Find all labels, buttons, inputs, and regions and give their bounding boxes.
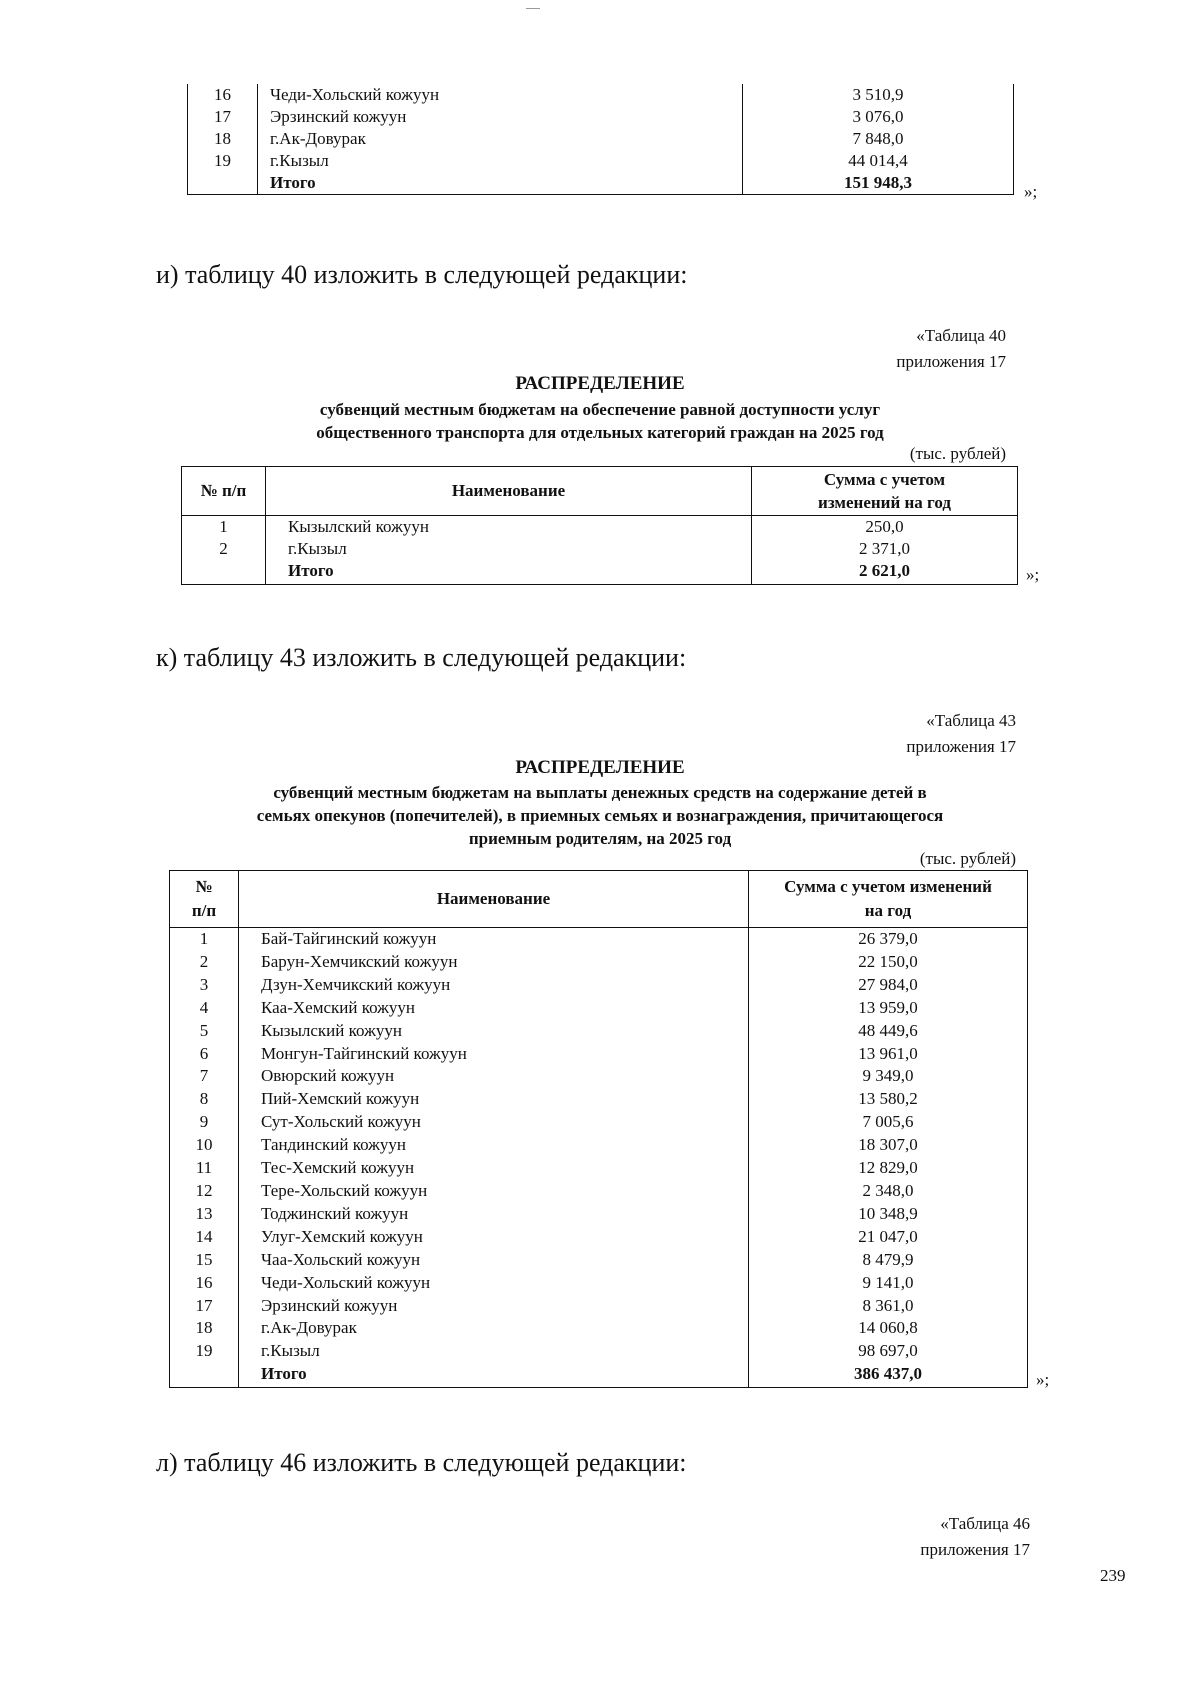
row-name: Дзун-Хемчикский кожуун bbox=[239, 974, 749, 997]
row-name: г.Ак-Довурак bbox=[239, 1317, 749, 1340]
table-43 bbox=[169, 870, 1028, 1388]
total-label: Итого bbox=[239, 1363, 749, 1388]
row-number: 10 bbox=[170, 1134, 239, 1157]
row-value: 250,0 bbox=[752, 516, 1018, 539]
row-value: 48 449,6 bbox=[749, 1020, 1028, 1043]
row-name: Овюрский кожуун bbox=[239, 1065, 749, 1088]
row-name: Тере-Хольский кожуун bbox=[239, 1180, 749, 1203]
row-name: Барун-Хемчикский кожуун bbox=[239, 951, 749, 974]
table-row bbox=[170, 1111, 1028, 1134]
table-row bbox=[170, 1043, 1028, 1066]
table-ref-line1: «Таблица 40 bbox=[916, 326, 1006, 345]
row-name: Пий-Хемский кожуун bbox=[239, 1088, 749, 1111]
table-row bbox=[170, 1157, 1028, 1180]
row-value: 9 141,0 bbox=[749, 1272, 1028, 1295]
row-name: Эрзинский кожуун bbox=[258, 106, 743, 128]
row-name: Кызылский кожуун bbox=[239, 1020, 749, 1043]
row-name: Кызылский кожуун bbox=[266, 516, 752, 539]
row-value: 18 307,0 bbox=[749, 1134, 1028, 1157]
table-row bbox=[170, 1203, 1028, 1226]
subtitle-line1: субвенций местным бюджетам на обеспечение равной доступности услуг bbox=[319, 400, 881, 419]
row-value: 7 848,0 bbox=[743, 128, 1014, 150]
row-name: Монгун-Тайгинский кожуун bbox=[239, 1043, 749, 1066]
row-value: 10 348,9 bbox=[749, 1203, 1028, 1226]
row-number: 17 bbox=[188, 106, 258, 128]
row-value: 22 150,0 bbox=[749, 951, 1028, 974]
row-value: 13 580,2 bbox=[749, 1088, 1028, 1111]
subtitle-line3: приемным родителям, на 2025 год bbox=[468, 829, 732, 848]
table-40-title: РАСПРЕДЕЛЕНИЕ bbox=[515, 373, 685, 394]
section-heading-i: и) таблицу 40 изложить в следующей редакции: bbox=[156, 260, 688, 289]
table-43-ref bbox=[770, 708, 1016, 760]
table-row-total bbox=[188, 172, 1014, 195]
table-40-ref bbox=[760, 323, 1006, 375]
row-name: г.Кызыл bbox=[258, 150, 743, 172]
row-number: 18 bbox=[188, 128, 258, 150]
row-name: Улуг-Хемский кожуун bbox=[239, 1226, 749, 1249]
total-value: 151 948,3 bbox=[743, 172, 1014, 195]
close-quote: »; bbox=[1024, 182, 1038, 201]
table-40-subtitle bbox=[180, 398, 1020, 444]
table-row-total bbox=[170, 1363, 1028, 1388]
row-number: 16 bbox=[188, 84, 258, 106]
row-name: Чаа-Хольский кожуун bbox=[239, 1249, 749, 1272]
table-43-title: РАСПРЕДЕЛЕНИЕ bbox=[515, 757, 685, 778]
page-number: 239 bbox=[1100, 1566, 1126, 1585]
table-row bbox=[170, 1226, 1028, 1249]
section-heading-l: л) таблицу 46 изложить в следующей редакции: bbox=[156, 1448, 687, 1477]
table-row bbox=[170, 997, 1028, 1020]
row-name: Эрзинский кожуун bbox=[239, 1295, 749, 1318]
table-row bbox=[170, 1272, 1028, 1295]
row-value: 98 697,0 bbox=[749, 1340, 1028, 1363]
row-value: 8 479,9 bbox=[749, 1249, 1028, 1272]
row-name: г.Ак-Довурак bbox=[258, 128, 743, 150]
row-name: Чеди-Хольский кожуун bbox=[258, 84, 743, 106]
total-value: 2 621,0 bbox=[752, 560, 1018, 585]
subtitle-line2: семьях опекунов (попечителей), в приемных семьях и вознаграждения, причитающегося bbox=[256, 806, 944, 825]
row-value: 26 379,0 bbox=[749, 928, 1028, 951]
row-value: 2 371,0 bbox=[752, 538, 1018, 560]
row-number: 13 bbox=[170, 1203, 239, 1226]
row-number: 1 bbox=[170, 928, 239, 951]
table-row bbox=[188, 128, 1014, 150]
row-value: 2 348,0 bbox=[749, 1180, 1028, 1203]
row-number: 5 bbox=[170, 1020, 239, 1043]
units-label: (тыс. рублей) bbox=[919, 849, 1016, 868]
row-value: 8 361,0 bbox=[749, 1295, 1028, 1318]
table-ref-line1: «Таблица 43 bbox=[926, 711, 1016, 730]
table-row bbox=[188, 106, 1014, 128]
row-number: 17 bbox=[170, 1295, 239, 1318]
units-label: (тыс. рублей) bbox=[909, 444, 1006, 463]
row-name: Тоджинский кожуун bbox=[239, 1203, 749, 1226]
row-number: 9 bbox=[170, 1111, 239, 1134]
row-number: 12 bbox=[170, 1180, 239, 1203]
table-46-ref bbox=[784, 1511, 1030, 1563]
table-row bbox=[170, 928, 1028, 951]
table-row bbox=[170, 1295, 1028, 1318]
row-name: Каа-Хемский кожуун bbox=[239, 997, 749, 1020]
row-name: Тес-Хемский кожуун bbox=[239, 1157, 749, 1180]
row-number: 18 bbox=[170, 1317, 239, 1340]
table-row bbox=[182, 538, 1018, 560]
row-number: 19 bbox=[170, 1340, 239, 1363]
row-name: Бай-Тайгинский кожуун bbox=[239, 928, 749, 951]
row-number: 16 bbox=[170, 1272, 239, 1295]
row-value: 3 510,9 bbox=[743, 84, 1014, 106]
row-value: 13 959,0 bbox=[749, 997, 1028, 1020]
table-row bbox=[170, 1065, 1028, 1088]
scan-mark bbox=[526, 2, 540, 9]
table-row bbox=[170, 974, 1028, 997]
close-quote: »; bbox=[1026, 565, 1040, 584]
table-ref-line2: приложения 17 bbox=[906, 737, 1016, 756]
col-num-header: № п/п bbox=[170, 871, 239, 928]
col-sum-header: Сумма с учетом изменений на год bbox=[749, 871, 1028, 928]
row-number: 1 bbox=[182, 516, 266, 539]
row-number: 4 bbox=[170, 997, 239, 1020]
total-label: Итого bbox=[258, 172, 743, 195]
table-row bbox=[170, 1317, 1028, 1340]
row-number: 19 bbox=[188, 150, 258, 172]
row-name: Чеди-Хольский кожуун bbox=[239, 1272, 749, 1295]
table-row bbox=[182, 516, 1018, 539]
row-name: г.Кызыл bbox=[239, 1340, 749, 1363]
row-number: 8 bbox=[170, 1088, 239, 1111]
row-number: 7 bbox=[170, 1065, 239, 1088]
table-row bbox=[170, 1088, 1028, 1111]
table-row bbox=[188, 84, 1014, 106]
table-row bbox=[170, 1020, 1028, 1043]
table-header-row bbox=[182, 467, 1018, 516]
row-value: 7 005,6 bbox=[749, 1111, 1028, 1134]
table-ref-line2: приложения 17 bbox=[920, 1540, 1030, 1559]
row-value: 27 984,0 bbox=[749, 974, 1028, 997]
row-number: 14 bbox=[170, 1226, 239, 1249]
table-header-row bbox=[170, 871, 1028, 928]
total-value: 386 437,0 bbox=[749, 1363, 1028, 1388]
close-quote: »; bbox=[1036, 1370, 1050, 1389]
row-value: 13 961,0 bbox=[749, 1043, 1028, 1066]
row-value: 44 014,4 bbox=[743, 150, 1014, 172]
table-row-total bbox=[182, 560, 1018, 585]
col-num-header: № п/п bbox=[182, 467, 266, 516]
table-row bbox=[170, 1249, 1028, 1272]
col-name-header: Наименование bbox=[266, 467, 752, 516]
row-name: Тандинский кожуун bbox=[239, 1134, 749, 1157]
row-value: 14 060,8 bbox=[749, 1317, 1028, 1340]
row-number: 3 bbox=[170, 974, 239, 997]
table-43-subtitle bbox=[150, 781, 1050, 850]
total-label: Итого bbox=[266, 560, 752, 585]
row-number: 6 bbox=[170, 1043, 239, 1066]
section-heading-k: к) таблицу 43 изложить в следующей редакции: bbox=[156, 643, 687, 672]
row-number: 11 bbox=[170, 1157, 239, 1180]
row-value: 12 829,0 bbox=[749, 1157, 1028, 1180]
table-top-continuation bbox=[187, 84, 1014, 195]
table-row bbox=[170, 1340, 1028, 1363]
table-ref-line1: «Таблица 46 bbox=[940, 1514, 1030, 1533]
table-row bbox=[170, 1180, 1028, 1203]
col-name-header: Наименование bbox=[239, 871, 749, 928]
row-number: 2 bbox=[170, 951, 239, 974]
table-ref-line2: приложения 17 bbox=[896, 352, 1006, 371]
table-row bbox=[188, 150, 1014, 172]
col-sum-header: Сумма с учетом изменений на год bbox=[752, 467, 1018, 516]
table-40 bbox=[181, 466, 1018, 585]
row-name: г.Кызыл bbox=[266, 538, 752, 560]
table-row bbox=[170, 1134, 1028, 1157]
row-number: 15 bbox=[170, 1249, 239, 1272]
row-value: 9 349,0 bbox=[749, 1065, 1028, 1088]
table-row bbox=[170, 951, 1028, 974]
row-value: 21 047,0 bbox=[749, 1226, 1028, 1249]
subtitle-line1: субвенций местным бюджетам на выплаты денежных средств на содержание детей в bbox=[273, 783, 927, 802]
subtitle-line2: общественного транспорта для отдельных категорий граждан на 2025 год bbox=[316, 423, 884, 442]
row-value: 3 076,0 bbox=[743, 106, 1014, 128]
row-name: Сут-Хольский кожуун bbox=[239, 1111, 749, 1134]
row-number: 2 bbox=[182, 538, 266, 560]
